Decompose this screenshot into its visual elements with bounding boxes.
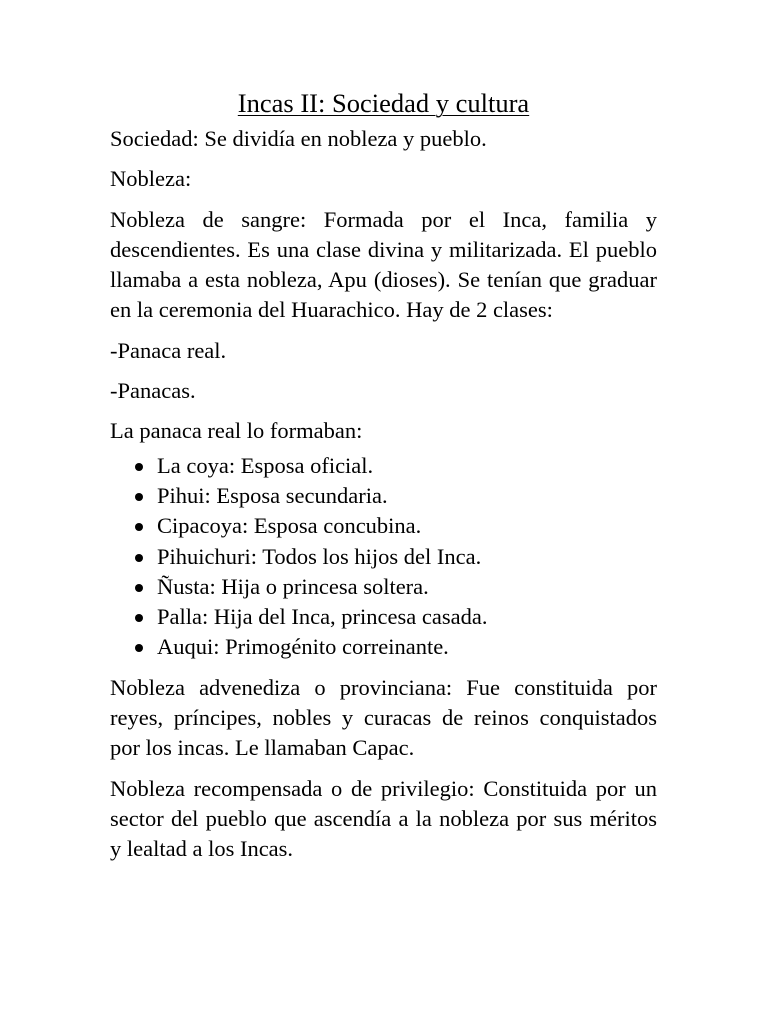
list-item-text: Auqui: Primogénito correinante.: [157, 634, 449, 660]
list-item-text: Pihuichuri: Todos los hijos del Inca.: [157, 543, 482, 569]
document-title: Incas II: Sociedad y cultura: [237, 88, 530, 118]
list-item: [157, 632, 657, 662]
paragraph-panacas: -Panacas.: [110, 378, 196, 404]
list-item-text: Palla: Hija del Inca, princesa casada.: [157, 604, 488, 630]
document-page: [110, 86, 657, 875]
paragraph-nobleza-advenediza: Nobleza advenediza o provinciana: Fue constituida por reyes, príncipes, nobles y curacas de reinos conquistados por los incas. Le llamaban Capac.: [110, 674, 657, 761]
panaca-real-list: [110, 451, 657, 663]
list-item-text: La coya: Esposa oficial.: [157, 452, 374, 478]
list-item-text: Ñusta: Hija o princesa soltera.: [157, 573, 429, 599]
paragraph-panaca-real: -Panaca real.: [110, 337, 227, 363]
paragraph-nobleza-recompensada: Nobleza recompensada o de privilegio: Constituida por un sector del pueblo que ascendía a la nobleza por sus méritos y lealtad a los Incas.: [110, 775, 657, 862]
paragraph-nobleza-heading: Nobleza:: [110, 166, 192, 192]
bullet-icon: [135, 584, 143, 592]
list-item: [157, 481, 657, 511]
bullet-icon: [135, 493, 143, 501]
bullet-icon: [135, 523, 143, 531]
list-item: [157, 451, 657, 481]
list-item: [157, 572, 657, 602]
paragraph-sociedad: Sociedad: Se dividía en nobleza y pueblo.: [110, 126, 487, 151]
list-item-text: Cipacoya: Esposa concubina.: [157, 513, 422, 539]
bullet-icon: [135, 614, 143, 622]
list-item: [157, 511, 657, 541]
bullet-icon: [135, 644, 143, 652]
paragraph-nobleza-de-sangre: Nobleza de sangre: Formada por el Inca, familia y descendientes. Es una clase divina y militarizada. El pueblo llamaba a esta nobleza, Apu (dioses). Se tenían que graduar en la ceremonia del Huarachico. Hay de 2 clases:: [110, 206, 657, 323]
paragraph-panaca-intro: La panaca real lo formaban:: [110, 418, 363, 444]
list-item-text: Pihui: Esposa secundaria.: [157, 482, 388, 508]
bullet-icon: [135, 463, 143, 471]
bullet-icon: [135, 554, 143, 562]
list-item: [157, 542, 657, 572]
list-item: [157, 602, 657, 632]
